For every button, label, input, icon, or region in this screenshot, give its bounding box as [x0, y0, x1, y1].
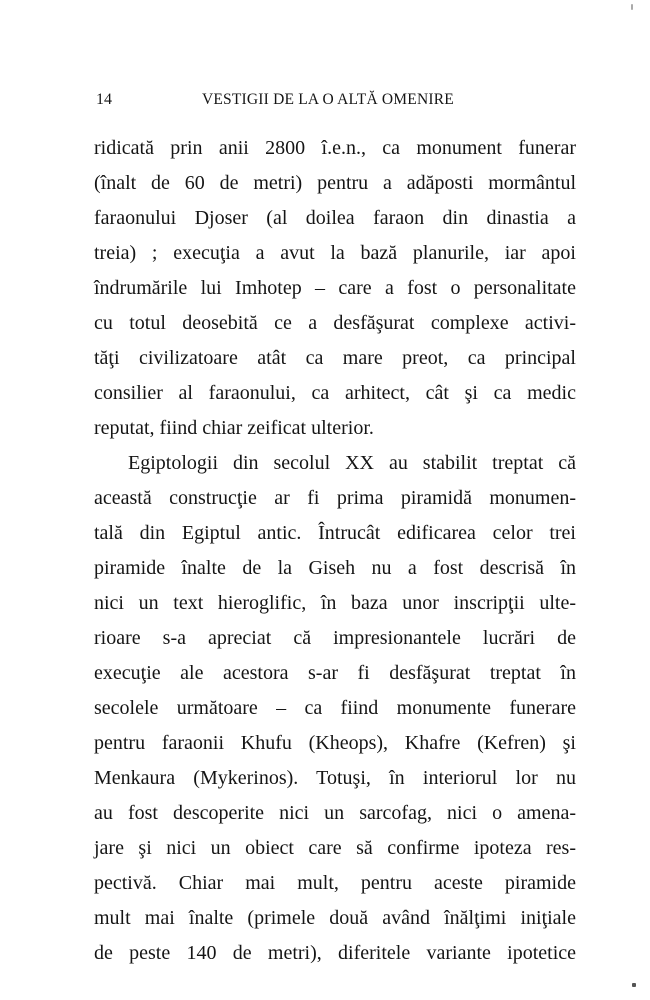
text-line: nici un text hieroglific, în baza unor inscripţii ulte- — [94, 592, 576, 614]
paragraph-end-line: reputat, fiind chiar zeificat ulterior. — [94, 417, 374, 439]
text-line: piramide înalte de la Giseh nu a fost descrisă în — [94, 557, 576, 579]
text-line: această construcţie ar fi prima piramidă monumen- — [94, 487, 576, 509]
text-line: tală din Egiptul antic. Întrucât edificarea celor trei — [94, 522, 576, 544]
text-line: faraonului Djoser (al doilea faraon din dinastia a — [94, 207, 576, 229]
text-line: (înalt de 60 de metri) pentru a adăposti mormântul — [94, 172, 576, 194]
text-line: pentru faraonii Khufu (Kheops), Khafre (Kefren) şi — [94, 732, 576, 754]
text-line: jare şi nici un obiect care să confirme ipoteza res- — [94, 837, 576, 859]
text-line: secolele următoare – ca fiind monumente funerare — [94, 697, 576, 719]
text-line: tăţi civilizatoare atât ca mare preot, ca principal — [94, 347, 576, 369]
text-line: Menkaura (Mykerinos). Totuşi, în interiorul lor nu — [94, 767, 576, 789]
text-line: cu totul deosebită ce a desfăşurat complexe activi- — [94, 312, 576, 334]
text-line: rioare s-a apreciat că impresionantele lucrări de — [94, 627, 576, 649]
body-text — [94, 131, 576, 971]
text-line: execuţie ale acestora s-ar fi desfăşurat treptat în — [94, 662, 576, 684]
paragraph-first-line: Egiptologii din secolul XX au stabilit treptat că — [128, 452, 576, 474]
text-line: consilier al faraonului, ca arhitect, cât şi ca medic — [94, 382, 576, 404]
scan-speck — [632, 983, 636, 987]
running-header — [0, 88, 650, 112]
text-line: treia) ; execuţia a avut la bază planurile, iar apoi — [94, 242, 576, 264]
text-line: pectivă. Chiar mai mult, pentru aceste piramide — [94, 872, 576, 894]
text-line: de peste 140 de metri), diferitele variante ipotetice — [94, 942, 576, 964]
text-line: au fost descoperite nici un sarcofag, nici o amena- — [94, 802, 576, 824]
scan-speck — [631, 4, 633, 10]
text-line: ridicată prin anii 2800 î.e.n., ca monument funerar — [94, 137, 576, 159]
page-number: 14 — [96, 91, 112, 108]
running-title: VESTIGII DE LA O ALTĂ OMENIRE — [202, 91, 454, 108]
text-line: îndrumările lui Imhotep – care a fost o personalitate — [94, 277, 576, 299]
text-line: mult mai înalte (primele două având înălţimi iniţiale — [94, 907, 576, 929]
